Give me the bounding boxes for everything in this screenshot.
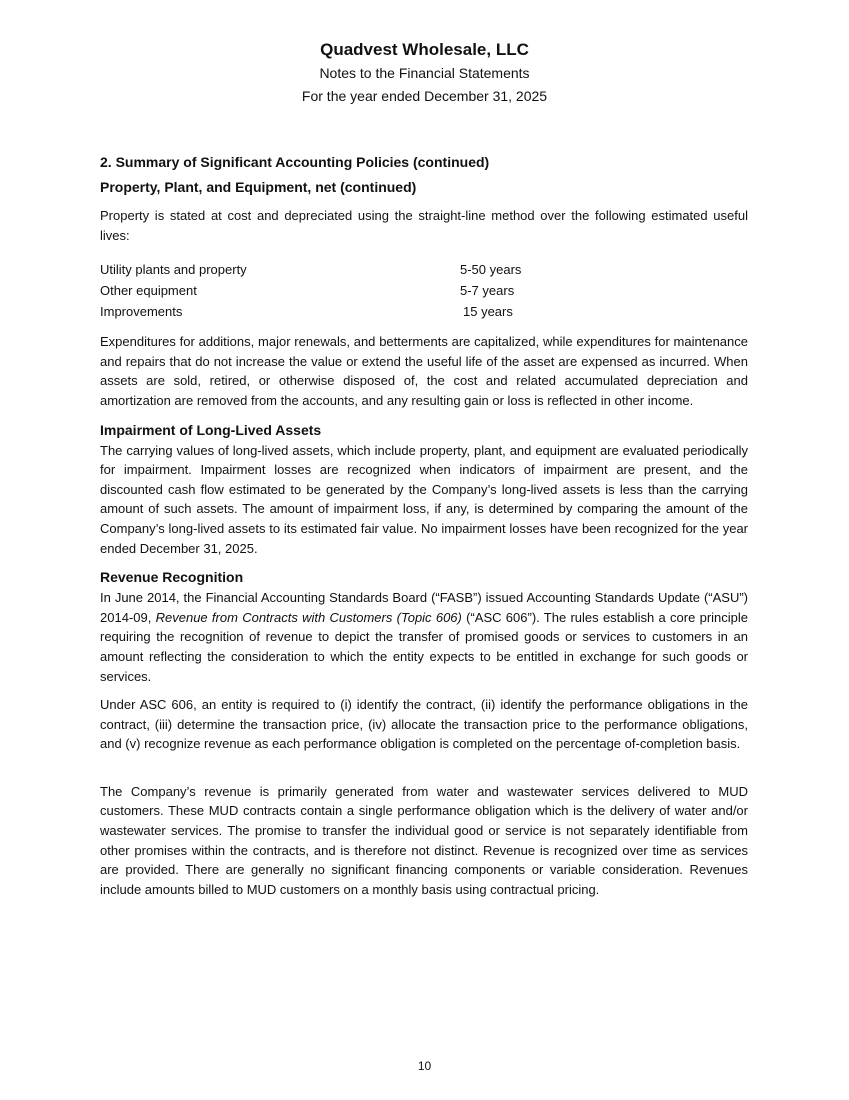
- asset-life: 15 years: [463, 304, 513, 320]
- revenue-paragraph-3: The Company’s revenue is primarily generated from water and wastewater services delivered to MUD customers. These MUD contracts contain a single performance obligation which is the delivery of water and/or wastewater services. The promise to transfer the individual good or service is not separately identifiable from other promises within the contracts, and is therefore not distinct. Revenue is recognized over time as services are provided. There are generally no significant financing components or variable consideration. Revenues include amounts billed to MUD customers on a monthly basis using contractual pricing.: [100, 783, 748, 897]
- document-subtitle: Notes to the Financial Statements: [319, 65, 530, 81]
- impairment-heading: Impairment of Long-Lived Assets: [100, 421, 322, 438]
- company-name: Quadvest Wholesale, LLC: [320, 40, 529, 59]
- expenditures-paragraph: Expenditures for additions, major renewals, and betterments are capitalized, while expenditures for maintenance and repairs that do not increase the value or extend the useful life of the asset are expensed as incurred. When assets are sold, retired, or otherwise disposed of, the cost and related accumulated depreciation and amortization are removed from the accounts, and any resulting gain or loss is reflected in other income.: [100, 334, 748, 408]
- impairment-paragraph: The carrying values of long-lived assets, which include property, plant, and equipment are evaluated periodically for impairment. Impairment losses are recognized when indicators of impairment are present, and the discounted cash flow estimated to be generated by the Company’s long-lived assets is less than the carrying amount of such assets. The amount of impairment loss, if any, is determined by comparing the amount of the Company’s long-lived assets to its estimated fair value. No impairment losses have been recognized for the year ended December 31, 2025.: [100, 442, 748, 556]
- revenue-p1-start: In June 2014, the Financial Accounting Standards Board (“FASB”) issued Accounting Standards Update (“ASU”) 2014-09,: [100, 590, 748, 625]
- useful-life-row: [100, 259, 748, 280]
- useful-life-row: [100, 301, 748, 322]
- revenue-paragraph-2: Under ASC 606, an entity is required to (i) identify the contract, (ii) identify the performance obligations in the contract, (iii) determine the transaction price, (iv) allocate the transaction price to the performance obligations, and (v) recognize revenue as each performance obligation is completed on the percentage of-completion basis.: [100, 697, 748, 752]
- document-header: [0, 38, 849, 108]
- asset-life: 5-7 years: [460, 283, 515, 299]
- asset-life: 5-50 years: [460, 262, 522, 278]
- ppe-intro-paragraph: Property is stated at cost and depreciated using the straight-line method over the following estimated useful lives:: [100, 208, 748, 243]
- useful-lives-table: [100, 259, 748, 322]
- standard-title: Revenue from Contracts with Customers (Topic 606): [155, 609, 462, 625]
- revenue-p1-end: (“ASC 606”). The rules establish a core principle requiring the recognition of revenue to depict the transfer of promised goods or services to customers in an amount reflecting the consideration to which the entity expects to be entitled in exchange for such goods or services.: [100, 609, 749, 684]
- asset-name: Improvements: [100, 304, 183, 320]
- document-body: [100, 152, 748, 899]
- asset-name: Other equipment: [100, 283, 197, 299]
- section-heading: 2. Summary of Significant Accounting Policies (continued): [100, 154, 490, 170]
- section-subheading: Property, Plant, and Equipment, net (continued): [100, 179, 417, 195]
- useful-life-row: [100, 280, 748, 301]
- revenue-heading: Revenue Recognition: [100, 569, 244, 586]
- asset-name: Utility plants and property: [100, 262, 247, 278]
- page-number: 10: [417, 1059, 432, 1073]
- reporting-period: For the year ended December 31, 2025: [301, 88, 548, 104]
- revenue-paragraph-1: [100, 588, 748, 686]
